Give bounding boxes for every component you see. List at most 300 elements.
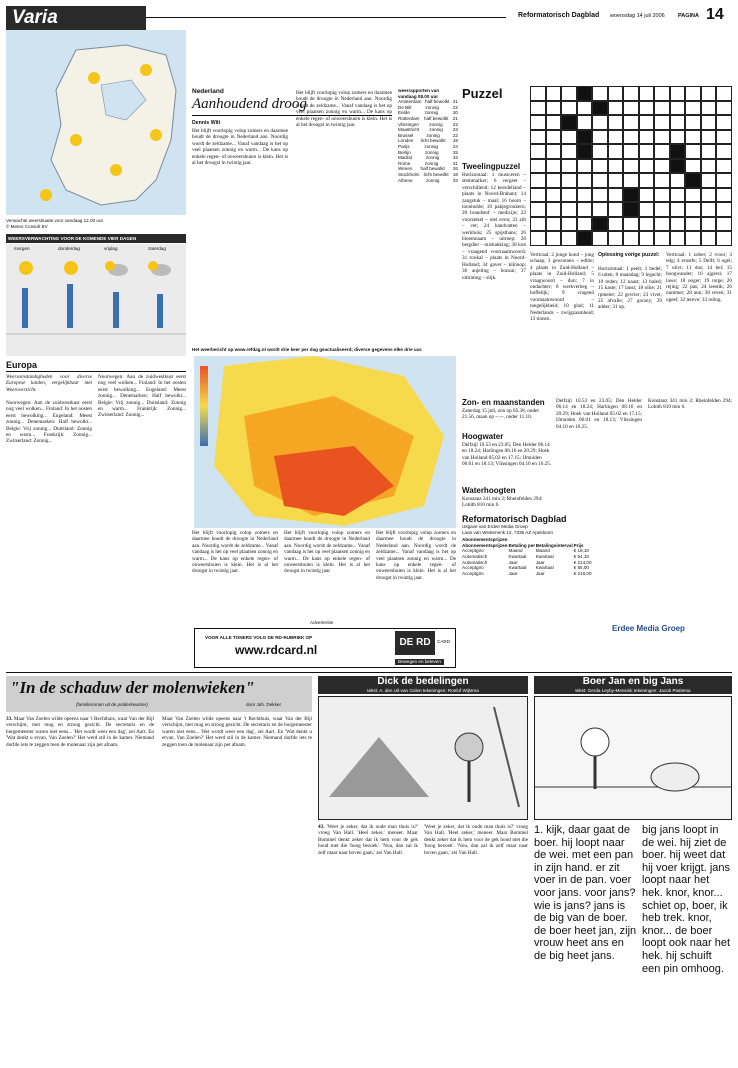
crossword-cell[interactable]	[654, 202, 670, 217]
crossword-cell[interactable]	[561, 173, 577, 188]
crossword-cell[interactable]	[561, 130, 577, 145]
crossword-cell[interactable]	[530, 115, 546, 130]
crossword-cell[interactable]	[577, 217, 593, 232]
europa-text: Noorwegen: Aan de zuidwestkust eerst nog veel wolken... Finland: In het oosten eerst bewolking... Engeland: Meest zonnig... Denemarken: Half bewolkt... Belgie: Vrij zonnig... Duitsland: Zonnig en warm... Frankrijk: Zonnig... Zwitserland: Zonnig...	[6, 400, 92, 445]
crossword-cell[interactable]	[639, 130, 655, 145]
crossword-cell[interactable]	[670, 231, 686, 246]
crossword-cell[interactable]	[623, 188, 639, 203]
crossword-cell[interactable]	[592, 231, 608, 246]
subscription-header-cell: Prijs	[573, 542, 584, 548]
crossword-cell[interactable]	[592, 159, 608, 174]
weather-condition: zonnig	[425, 104, 439, 110]
story-header	[6, 676, 312, 712]
comic2-text-left: 1. kijk, daar gaat de boer. hij loopt naar de wei. met een pan in zijn hand. er zit voer in de pan. voer voor jans. voor jans? wie is jans? jans is de big van de boer. de boer heet jan, zijn vrouw heet ans en de big heet jans.	[534, 824, 637, 962]
crossword-cell[interactable]	[530, 159, 546, 174]
crossword-cell[interactable]	[639, 115, 655, 130]
section-header	[6, 6, 732, 30]
newspaper-name: Reformatorisch Dagblad	[518, 12, 600, 19]
weather-condition: zonnig	[424, 143, 438, 149]
story-body: 33. Maar Van Zoelen wilde opeens naar 't Rechthuis, waar Van der Bijl verschijnt, met mug en stroog gezicht. De secretaris en de burgemeester waren niet eens... 'Het wordt weer een dag', zei Aart. En 'Wat denkt u ervan, Van Zoelen?' Het werd stil in de kamer. Niemand durfde iets te zeggen toen de molenaar zijn pet afnam.	[6, 716, 154, 748]
crossword-cell[interactable]	[654, 130, 670, 145]
forecast-day: morgen	[14, 246, 30, 251]
crossword-cell[interactable]	[670, 188, 686, 203]
comic2-image	[534, 696, 732, 820]
comic1-number: 43.	[318, 824, 325, 830]
crossword-cell[interactable]	[716, 86, 732, 101]
crossword-cell[interactable]	[654, 173, 670, 188]
subscription-cell: € 216,00	[573, 570, 592, 576]
weather-map	[6, 30, 186, 215]
forecast-day: donderdag	[58, 246, 80, 251]
crossword-cell[interactable]	[592, 130, 608, 145]
crossword-cell[interactable]	[530, 144, 546, 159]
crossword-cell[interactable]	[546, 173, 562, 188]
crossword-cell[interactable]	[701, 173, 717, 188]
crossword-cell[interactable]	[716, 159, 732, 174]
crossword-cell[interactable]	[592, 144, 608, 159]
weather-temp: 31	[452, 160, 458, 166]
crossword-cell[interactable]	[577, 86, 593, 101]
crossword-cell[interactable]	[623, 101, 639, 116]
crossword-cell[interactable]	[654, 217, 670, 232]
weather-temp: 23	[452, 127, 458, 133]
ad-text: VOOR ALLE TONERS VOLG DE RD-RUBRIEK OP	[205, 635, 313, 640]
drought-body: Het blijft voorlopig volop zomers en daarmee houdt de droogte in Nederland aan. Noordig wordt de zeldzame... Vanaf vandaag is het op veel plaatsen zonnig en warm... De kans op enkele regen- of onweersbuien is klein. Het is al het droogst in twintig jaar.	[192, 128, 288, 167]
crossword-cell[interactable]	[608, 188, 624, 203]
crossword-cell[interactable]	[670, 86, 686, 101]
crossword-cell[interactable]	[716, 202, 732, 217]
crossword-cell[interactable]	[701, 101, 717, 116]
comic1-header	[318, 676, 528, 694]
weather-city: Brussel	[398, 132, 414, 138]
crossword-cell[interactable]	[701, 115, 717, 130]
europa-text-cont: Noorwegen: Aan de zuidwestkust eerst nog veel wolken... Finland: In het oosten eerst bewolking... Engeland: Meest zonnig... Denemarken: Half bewolkt... Belgie: Vrij zonnig... Duitsland: Zonnig en warm... Frankrijk: Zonnig... Zwitserland: Zonnig...	[98, 374, 186, 419]
crossword-cell[interactable]	[530, 217, 546, 232]
crossword-cell[interactable]	[670, 217, 686, 232]
crossword-cell[interactable]	[716, 173, 732, 188]
crossword-cell[interactable]	[716, 188, 732, 203]
crossword-cell[interactable]	[654, 86, 670, 101]
crossword-cell[interactable]	[577, 130, 593, 145]
zon-extra-2: Konstanz 341 min 2; Rheinfelden 294; Lobith 810 min 6.	[648, 398, 732, 411]
crossword-cell[interactable]	[561, 188, 577, 203]
zon-text: Zaterdag 15 juli, zon op 05.38, onder 21.56, maan op --.--, onder 11.10.	[462, 408, 540, 421]
comic1-image	[318, 696, 528, 820]
rd-card-ad[interactable]	[194, 628, 456, 668]
crossword-cell[interactable]	[639, 202, 655, 217]
comic2-text-right: big jans loopt in de wei. hij ziet de boer. hij weet dat hij voer krijgt. jans loopt naar het hek. knor, knor... schiet op, boer, ik heb trek. knor, knor... de boer loopt ook naar het hek. hij schuift een pin omhoog.	[642, 824, 731, 975]
comic1-title: Dick de bedelingen	[377, 676, 469, 687]
crossword-cell[interactable]	[546, 231, 562, 246]
solution-text: Horizontaal: 1 peelt; 3 bedel; 6 uiten; 8 maandag; 9 legacht; 10 reden; 12 naast; 13 baled; 15 kaste; 17 lanst; 18 oliie; 21 rpmeier; 22 gevrier; 23 vivet; 25 afvalle; 27 gorzey; 29 adder; 31 op.	[598, 266, 662, 311]
crossword-cell[interactable]	[530, 130, 546, 145]
subscription-cell: Acceptgiro	[462, 570, 484, 576]
comic1-drawing	[319, 697, 527, 819]
crossword-cell[interactable]	[716, 115, 732, 130]
weather-city: Londen	[398, 138, 414, 144]
weather-city: De Bilt	[398, 104, 412, 110]
crossword-cell[interactable]	[701, 130, 717, 145]
drought-byline: Dennis Wilt	[192, 120, 221, 126]
crossword-cell[interactable]	[592, 217, 608, 232]
crossword-cell[interactable]	[608, 130, 624, 145]
puzzel-clues: Horizontaal: 1 musiceren – stemmarker; 6 vergeet – verschillend; 12 kersdelland – plaats in Noord-Brabant; 14 zangstuk – maal; 16 boom – toonhulde; 18 pakjegroukern; 20 brandstof – medicijn; 22 voorzetsel – niet even; 23 zilt – vet; 24 handvatten – werkhuis; 25 spijsthans; 26 bloemnaam – uitroep; 28 bergdier – mishakking; 30 loot – vraagend voornaamwoord; 31 rookal – plaats in Noord-Holland; 34 gaver – klinnop; 36 anjeling – bonzai; 37 uittrating – slijk.	[462, 172, 526, 281]
subscription-cell: Kwartaal	[535, 553, 554, 559]
weather-condition: half bewolkt	[420, 166, 445, 172]
crossword-cell[interactable]	[716, 144, 732, 159]
crossword-cell[interactable]	[561, 159, 577, 174]
crossword-cell[interactable]	[577, 188, 593, 203]
crossword-cell[interactable]	[670, 202, 686, 217]
crossword-cell[interactable]	[639, 231, 655, 246]
issue-date: woensdag 14 juli 2006	[610, 13, 665, 19]
weather-condition: zonnig	[424, 110, 439, 116]
crossword-cell[interactable]	[685, 101, 701, 116]
ad-logo-side: CARD	[437, 639, 451, 644]
crossword-cell[interactable]	[639, 188, 655, 203]
crossword-cell[interactable]	[685, 173, 701, 188]
page-number: 14	[706, 6, 724, 23]
subscription-cell: € 214,00	[573, 559, 592, 565]
crossword-cell[interactable]	[608, 159, 624, 174]
weather-city: Eelde	[398, 110, 410, 116]
crossword-cell[interactable]	[623, 173, 639, 188]
crossword-cell[interactable]	[577, 144, 593, 159]
subscription-cell: Automatisch	[462, 559, 488, 565]
crossword-cell[interactable]	[685, 202, 701, 217]
crossword-cell[interactable]	[561, 101, 577, 116]
crossword-cell[interactable]	[623, 144, 639, 159]
temperature-map	[194, 356, 456, 528]
ad-tagline: Bewegen en beleven	[395, 659, 444, 665]
subscription-cell: Acceptgiro	[462, 565, 484, 571]
ad-url[interactable]: www.rdcard.nl	[235, 643, 318, 657]
crossword-cell[interactable]	[685, 115, 701, 130]
map-caption: Verwachte weersituatie voor vandaag 12.00 uur.	[6, 218, 105, 223]
story-subtitle: (familieroman uit de polderkwartier)	[76, 702, 148, 707]
map-credit: © Meteo Consult BV	[6, 224, 48, 229]
crossword-cell[interactable]	[654, 144, 670, 159]
crossword-cell[interactable]	[685, 159, 701, 174]
weather-condition: half bewolkt	[424, 115, 449, 121]
colophon-sub: Uitgave van Erdee Media Groep	[462, 524, 528, 529]
crossword-cell[interactable]	[716, 217, 732, 232]
weather-city: Stockholm	[398, 171, 420, 177]
crossword-cell[interactable]	[654, 188, 670, 203]
sun-icon	[88, 72, 100, 84]
crossword-cell[interactable]	[608, 144, 624, 159]
crossword-cell[interactable]	[561, 115, 577, 130]
subscription-header-cell: Abonnementsprijzen	[462, 542, 508, 548]
crossword-cell[interactable]	[685, 130, 701, 145]
forecast-title: WEERSVERWACHTING VOOR DE KOMENDE VIER DAGEN	[6, 234, 186, 243]
subscription-cell: Kwartaal	[535, 565, 554, 571]
zon-extra: Delfzijl 10.53 en 23.05; Den Helder 06.14 en 18.24; Harlingen 08.16 en 20.29; Hoek van Holland 05.02 en 17.15; IJmuiden 06.01 en 18.13; Vlissingen 04.10 en 16.25.	[556, 398, 642, 430]
crossword-cell[interactable]	[561, 231, 577, 246]
puzzel-subtitle: Tweelingpuzzel	[462, 162, 521, 171]
crossword-cell[interactable]	[546, 159, 562, 174]
weather-temp: 25	[452, 149, 458, 155]
weather-city: Madrid	[398, 155, 413, 161]
waterhoogten-title: Waterhoogten	[462, 486, 516, 495]
crossword-cell[interactable]	[685, 188, 701, 203]
sun-icon	[19, 261, 33, 275]
crossword-cell[interactable]	[546, 101, 562, 116]
puzzel-clues-2: Verticaal: 2 jonge hond – jong schaap; 3 gewonnen – editie; 4 plaats in Zuid-Holland – plaats in Zuid-Holland; 5 vraagwoord – dun; 7 in ondachter; 8 werkverbeg – hoffelijk; 9 vragend voornaamwoord – toegelijkheid; 10 glad; 11 Nederlands – zwijgzaamheid; 13 tinnen.	[530, 252, 594, 323]
weather-temp: 22	[452, 132, 458, 138]
crossword-cell[interactable]	[654, 101, 670, 116]
subscription-cell: € 18,10	[573, 548, 589, 554]
story-title: "In de schaduw der molenwieken"	[10, 678, 255, 697]
sun-icon	[140, 64, 152, 76]
crossword-cell[interactable]	[592, 101, 608, 116]
ad-label: Advertentie	[310, 620, 334, 625]
story-author: door Joh. Dekker	[246, 702, 281, 707]
crossword-cell[interactable]	[716, 231, 732, 246]
zon-title: Zon- en maanstanden	[462, 398, 545, 407]
crossword-cell[interactable]	[685, 231, 701, 246]
crossword-cell[interactable]	[639, 144, 655, 159]
subscription-cell: Jaar	[535, 559, 545, 565]
crossword-cell[interactable]	[685, 86, 701, 101]
crossword-cell[interactable]	[623, 86, 639, 101]
crossword-cell[interactable]	[530, 188, 546, 203]
comic2-header	[534, 676, 732, 694]
subscription-cell: Jaar	[508, 570, 518, 576]
ad-logo: DE RD	[399, 637, 431, 648]
weather-city: Amsterdam	[398, 99, 422, 105]
comic2-subtitle: tekst: Gerda Leyby-Mensink tekeningen: Jacob Postema	[575, 688, 691, 693]
crossword-cell[interactable]	[654, 159, 670, 174]
subscription-cell: Kwartaal	[508, 565, 527, 571]
crossword-cell[interactable]	[608, 217, 624, 232]
subscription-cell: Acceptgiro	[462, 548, 484, 554]
weather-condition: zonnig	[429, 121, 443, 127]
crossword-cell[interactable]	[623, 202, 639, 217]
crossword-cell[interactable]	[670, 130, 686, 145]
crossword-cell[interactable]	[639, 173, 655, 188]
cloud-icon	[148, 261, 171, 276]
drought-body-5: Het blijft voorlopig volop zomers en daarmee houdt de droogte in Nederland aan. Noordig wordt de zeldzame... Vanaf vandaag is het op veel plaatsen zonnig en warm... De kans op enkele regen- of onweersbuien is klein. Het is al het droogst in twintig jaar.	[376, 530, 456, 581]
weather-city: Wenen	[398, 166, 413, 172]
subscription-cell: Maand	[508, 548, 523, 554]
weather-caption: Het weerbericht op www.refdag.nl wordt drie keer per dag geactualiseerd; diverse gegevens elke drie uur.	[192, 347, 423, 352]
sun-icon	[70, 134, 82, 146]
drought-body-cont: Het blijft voorlopig volop zomers en daarmee houdt de droogte in Nederland aan. Noordig wordt de zeldzame... Vanaf vandaag is het op veel plaatsen zonnig en warm... De kans op enkele regen- of onweersbuien is klein. Het is al het droogst in twintig jaar.	[296, 90, 392, 129]
weather-condition: zonnig	[424, 160, 439, 166]
crossword-cell[interactable]	[623, 231, 639, 246]
crossword-cell[interactable]	[623, 115, 639, 130]
comic1-subtitle: tekst: A. den Uil-van Golen tekeningen: Roelof Wijtsma	[367, 688, 479, 693]
weather-city: Vlissingen	[398, 121, 419, 127]
erdee-logo-icon	[612, 624, 685, 633]
crossword-cell[interactable]	[608, 115, 624, 130]
crossword-cell[interactable]	[608, 101, 624, 116]
crossword-cell[interactable]	[701, 202, 717, 217]
weather-condition: zonnig	[425, 155, 440, 161]
crossword-cell[interactable]	[608, 86, 624, 101]
forecast-day: zaterdag	[148, 246, 166, 251]
crossword-cell[interactable]	[592, 188, 608, 203]
crossword-cell[interactable]	[639, 86, 655, 101]
crossword-cell[interactable]	[623, 130, 639, 145]
subscription-table	[462, 543, 592, 577]
subscription-cell: Jaar	[535, 570, 545, 576]
crossword-cell[interactable]	[546, 130, 562, 145]
weather-table-rows	[398, 99, 458, 183]
drought-headline: Aanhoudend droog	[192, 96, 307, 112]
sun-icon	[110, 164, 122, 176]
sun-icon	[150, 129, 162, 141]
crossword-grid	[530, 86, 732, 246]
weather-temp: 22	[452, 121, 458, 127]
hoogwater-text: Delfzijl 10.53 en 23.05; Den Helder 06.14 en 18.24; Harlingen 08.16 en 20.29; Hoek van Holland 05.02 en 17.15; IJmuiden 06.01 en 18.13; Vlissingen 04.10 en 16.25.	[462, 442, 552, 468]
crossword-cell[interactable]	[546, 86, 562, 101]
weather-table-row	[398, 178, 458, 184]
crossword-cell[interactable]	[577, 101, 593, 116]
forecast-day: vrijdag	[104, 246, 118, 251]
crossword-cell[interactable]	[670, 115, 686, 130]
cloud-icon	[105, 261, 128, 276]
weather-condition: zonnig	[425, 149, 439, 155]
four-day-forecast	[6, 234, 186, 356]
puzzel-title: Puzzel	[462, 86, 503, 101]
crossword-cell[interactable]	[670, 173, 686, 188]
subscription-title: Abonnementsprijzen	[462, 537, 508, 543]
crossword-cell[interactable]	[716, 101, 732, 116]
weather-temp: 32	[452, 155, 458, 161]
header-rule	[146, 17, 506, 18]
crossword-cell[interactable]	[639, 101, 655, 116]
weather-temp: 18	[452, 171, 458, 177]
crossword-cell[interactable]	[701, 217, 717, 232]
subscription-cell: Automatisch	[462, 553, 488, 559]
crossword-cell[interactable]	[546, 202, 562, 217]
crossword-cell[interactable]	[530, 231, 546, 246]
story-body-2: Maar Van Zoelen wilde opeens naar 't Rechthuis, waar Van der Bijl verschijnt, met mug en stroog gezicht. De secretaris en de burgemeester waren niet eens... 'Het wordt weer een dag', zei Aart. En 'Wat denkt u ervan, Van Zoelen?' Het werd stil in de kamer. Niemand durfde iets te zeggen toen de molenaar zijn pet afnam.	[162, 716, 312, 748]
weather-city: Maastricht	[398, 127, 420, 133]
crossword-cell[interactable]	[701, 86, 717, 101]
crossword-cell[interactable]	[546, 115, 562, 130]
crossword-cell[interactable]	[577, 173, 593, 188]
crossword-cell[interactable]	[670, 144, 686, 159]
crossword-cell[interactable]	[577, 115, 593, 130]
section-title: Varia	[6, 6, 146, 30]
weather-city: Parijs	[398, 143, 410, 149]
weather-temp: 20	[452, 110, 458, 116]
subscription-header-cell: Betalingsinterval	[535, 542, 573, 548]
subscription-cell: Jaar	[508, 559, 518, 565]
crossword-cell[interactable]	[546, 144, 562, 159]
crossword-cell[interactable]	[623, 217, 639, 232]
subscription-header-cell: Betaling per	[508, 542, 536, 548]
crossword-cell[interactable]	[530, 86, 546, 101]
weather-condition: licht bewolkt	[423, 171, 449, 177]
solution-text-2: Verticaal: 1 zober; 2 ivoor; 3 telg; 4 ernstfe; 5 Delft; 6 ogel; 7 ulivt; 11 dos; 14 bel; 15 hoogwander; 16 ajgersi; 17 lawe; 18 ooger; 19 rotge; 20 rejing; 22 pas; 24 leestik; 26 nummer; 28 ann; 30 reven; 31 ogeel; 32 tereve; 33 reling.	[666, 252, 732, 303]
crossword-cell[interactable]	[530, 101, 546, 116]
subscription-cell: Kwartaal	[508, 553, 527, 559]
crossword-cell[interactable]	[561, 217, 577, 232]
crossword-cell[interactable]	[701, 159, 717, 174]
crossword-cell[interactable]	[561, 144, 577, 159]
rd-card-logo-icon	[395, 631, 435, 655]
drought-body-3: Het blijft voorlopig volop zomers en daarmee houdt de droogte in Nederland aan. Noordig wordt de zeldzame... Vanaf vandaag is het op veel plaatsen zonnig en warm... De kans op enkele regen- of onweersbuien is klein. Het is al het droogst in twintig jaar.	[192, 530, 278, 575]
weather-temp: 24	[452, 143, 458, 149]
europa-text-2	[98, 374, 186, 660]
crossword-cell[interactable]	[670, 159, 686, 174]
weather-temp: 33	[452, 177, 458, 183]
crossword-cell[interactable]	[546, 217, 562, 232]
crossword-cell[interactable]	[685, 217, 701, 232]
crossword-cell[interactable]	[670, 101, 686, 116]
story-episode: 33.	[6, 716, 13, 722]
weather-city: Berlijn	[398, 149, 411, 155]
page-label: PAGINA	[678, 13, 699, 19]
crossword-cell[interactable]	[623, 159, 639, 174]
crossword-cell[interactable]	[608, 231, 624, 246]
comic2-title: Boer Jan en big Jans	[582, 676, 684, 687]
heatmap-svg	[194, 356, 456, 528]
colophon-title: Reformatorisch Dagblad	[462, 514, 567, 524]
crossword-cell[interactable]	[546, 188, 562, 203]
crossword-cell[interactable]	[577, 159, 593, 174]
crossword-cell[interactable]	[639, 217, 655, 232]
comic1-text: 43. 'Weet je zeker, dat ik oude man thuis is?' vroeg Van Hall. 'Heel zeker,' meneer. Maar Bommel denkt zeker dat ik hem voor de gek houd met die 'hoog bezoek'. 'Nou, dan zal ik zelf maar naar boven gaan,' zei Van Hall.	[318, 824, 418, 856]
crossword-cell[interactable]	[577, 231, 593, 246]
crossword-cell[interactable]	[577, 202, 593, 217]
netherlands-map	[6, 30, 186, 215]
crossword-cell[interactable]	[592, 173, 608, 188]
crossword-cell[interactable]	[701, 188, 717, 203]
crossword-cell[interactable]	[530, 173, 546, 188]
crossword-cell[interactable]	[701, 144, 717, 159]
crossword-cell[interactable]	[592, 86, 608, 101]
crossword-cell[interactable]	[561, 202, 577, 217]
weather-temp: 19	[452, 138, 458, 144]
drought-kicker: Nederland	[192, 88, 224, 95]
subscription-row	[462, 571, 592, 577]
crossword-cell[interactable]	[592, 202, 608, 217]
weather-city: Athene	[398, 177, 413, 183]
drought-body-2	[296, 90, 392, 342]
crossword-cell[interactable]	[701, 231, 717, 246]
crossword-cell[interactable]	[639, 159, 655, 174]
crossword-cell[interactable]	[654, 115, 670, 130]
crossword-cell[interactable]	[530, 202, 546, 217]
weather-condition: half bewolkt	[425, 99, 450, 105]
weather-temp: 21	[452, 99, 458, 105]
crossword-cell[interactable]	[608, 173, 624, 188]
crossword-cell[interactable]	[716, 130, 732, 145]
crossword-cell[interactable]	[561, 86, 577, 101]
crossword-cell[interactable]	[592, 115, 608, 130]
solution-title: Oplossing vorige puzzel:	[598, 252, 660, 258]
comic2-drawing	[535, 697, 731, 819]
europa-intro: Weersomstandigheden voor diverse Europese landen, vergelijkbaar met Weeroverzicht.	[6, 374, 92, 393]
colophon-address: Laan van Westenenk 12, 7336 AZ Apeldoorn	[462, 529, 554, 535]
forecast-icons	[6, 254, 186, 354]
crossword-cell[interactable]	[685, 144, 701, 159]
crossword-cell[interactable]	[608, 202, 624, 217]
subscription-cell: Maand	[535, 548, 550, 554]
weather-city: Rotterdam	[398, 115, 420, 121]
forecast-panel	[6, 244, 186, 356]
weather-temp: 21	[452, 115, 458, 121]
drought-body-4: Het blijft voorlopig volop zomers en daarmee houdt de droogte in Nederland aan. Noordig wordt de zeldzame... Vanaf vandaag is het op veel plaatsen zonnig en warm... De kans op enkele regen- of onweersbuien is klein. Het is al het droogst in twintig jaar.	[284, 530, 370, 575]
weather-condition: zonnig	[429, 127, 443, 133]
crossword-cell[interactable]	[654, 231, 670, 246]
weather-temp: 22	[452, 104, 458, 110]
